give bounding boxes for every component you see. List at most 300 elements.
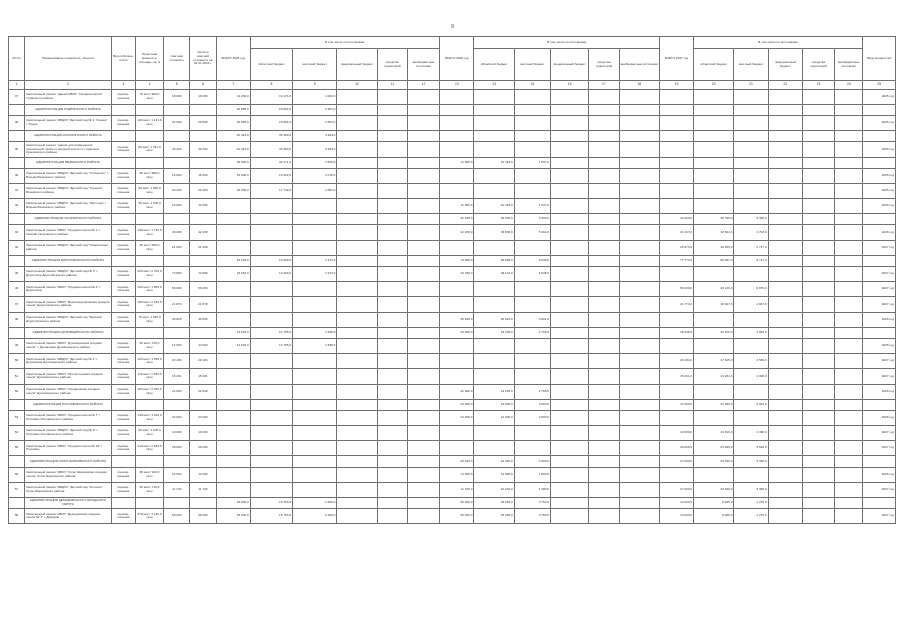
table-cell: 2 847,0 [734, 297, 768, 312]
table-cell [216, 426, 250, 441]
table-row [9, 225, 896, 240]
table-cell [551, 482, 589, 497]
table-cell [337, 312, 377, 327]
empty-cell [111, 214, 135, 225]
table-cell [835, 384, 863, 399]
empty-cell [337, 214, 377, 225]
table-cell: 17 749,0 [250, 183, 292, 198]
table-cell: 23 640,0 [694, 482, 734, 497]
column-number: 7 [216, 81, 250, 89]
table-cell: 11 720 [164, 482, 190, 497]
section-value [293, 399, 337, 410]
section-value: 11 960,0 [440, 157, 474, 168]
empty-cell [768, 255, 802, 266]
empty-cell [337, 399, 377, 410]
object-name: Капитальный ремонт МБОУ "Холм-Жирковская средняя школа" Холм-Жирковского района [25, 467, 112, 482]
table-cell: 21 000 [190, 240, 216, 255]
table-cell: 2025 год [863, 142, 896, 157]
table-cell: 70 мест 960,0 кв.м [135, 89, 163, 104]
table-cell: 2025 год [863, 168, 896, 183]
table-cell: 1 973,0 [293, 267, 337, 282]
empty-cell [135, 157, 163, 168]
table-cell [551, 312, 589, 327]
table-cell [474, 183, 514, 198]
table-cell [768, 168, 802, 183]
table-cell [250, 354, 292, 369]
table-cell: 100 мест 1 141,0 кв.м [135, 115, 163, 130]
table-cell: 42 238,0 [440, 225, 474, 240]
table-cell [250, 297, 292, 312]
sub-header: местный бюджет [514, 49, 550, 81]
section-value: 26 250,0 [474, 498, 514, 509]
table-cell [293, 369, 337, 384]
table-cell [407, 183, 439, 198]
table-cell: 42 238 [190, 225, 216, 240]
table-cell [802, 225, 834, 240]
empty-cell [768, 327, 802, 338]
table-cell [734, 267, 768, 282]
table-cell: 49 [9, 338, 25, 353]
table-cell: 45 [9, 267, 25, 282]
object-name: Капитальный ремонт МБДОУ "Детский сад "Колосок" Холм-Жирковского района [25, 482, 112, 497]
table-cell: 2025 год [863, 89, 896, 104]
table-cell [377, 115, 407, 130]
sub-header: местный бюджет [734, 49, 768, 81]
table-cell [835, 240, 863, 255]
table-cell: 2025 год [863, 115, 896, 130]
table-cell [551, 183, 589, 198]
table-cell: муници-пальная [111, 509, 135, 524]
table-cell: 15 261,0 [659, 369, 693, 384]
table-cell: муници-пальная [111, 482, 135, 497]
table-cell [337, 369, 377, 384]
table-cell [407, 312, 439, 327]
table-cell: 10 174,0 [250, 89, 292, 104]
table-cell: 39 [9, 142, 25, 157]
table-cell: 21 870 [190, 297, 216, 312]
table-cell: 48 [9, 312, 25, 327]
section-row [9, 498, 896, 509]
table-cell [619, 199, 659, 214]
table-cell [440, 89, 474, 104]
table-cell: 20 300 [190, 183, 216, 198]
table-cell: 2025 год [863, 183, 896, 198]
empty-cell [768, 131, 802, 142]
section-value: 10 200,0 [659, 498, 693, 509]
table-cell [694, 467, 734, 482]
table-cell [337, 297, 377, 312]
table-cell [250, 240, 292, 255]
table-cell [440, 115, 474, 130]
table-cell [514, 183, 550, 198]
table-cell [337, 410, 377, 425]
section-value: 32 271,0 [250, 157, 292, 168]
table-cell: 22 000 [164, 115, 190, 130]
table-cell [551, 441, 589, 456]
table-cell: 55 [9, 441, 25, 456]
col-total-2027-header: ВСЕГО 2027 год [659, 37, 693, 81]
empty-cell [135, 399, 163, 410]
table-cell [659, 410, 693, 425]
table-cell [293, 441, 337, 456]
table-cell [551, 297, 589, 312]
table-cell [551, 384, 589, 399]
sub-header: внебюджетные источники [835, 49, 863, 81]
section-value: 15 263,0 [216, 255, 250, 266]
section-row [9, 456, 896, 467]
table-cell: 140 мест 1 610,0 кв.м [135, 410, 163, 425]
column-number: 3 [111, 81, 135, 89]
table-cell: муници-пальная [111, 354, 135, 369]
table-cell [619, 142, 659, 157]
table-cell [337, 115, 377, 130]
table-cell [440, 282, 474, 297]
empty-cell [377, 498, 407, 509]
table-cell [768, 115, 802, 130]
table-cell [659, 312, 693, 327]
page-number: 9 [451, 24, 454, 30]
table-cell [377, 89, 407, 104]
table-cell [768, 509, 802, 524]
table-cell: 14 500,0 [440, 467, 474, 482]
table-cell [407, 115, 439, 130]
table-cell [619, 240, 659, 255]
table-cell [835, 426, 863, 441]
header-row-1 [9, 37, 896, 49]
table-cell: 16 610,0 [694, 426, 734, 441]
table-cell: 41 [9, 183, 25, 198]
table-cell [734, 89, 768, 104]
table-cell [377, 312, 407, 327]
empty-cell [164, 214, 190, 225]
table-cell [768, 354, 802, 369]
table-cell [337, 354, 377, 369]
table-cell: 53 [9, 410, 25, 425]
empty-cell [9, 214, 25, 225]
table-cell [551, 267, 589, 282]
section-value [216, 399, 250, 410]
table-row [9, 467, 896, 482]
table-cell: 90 мест 950,0 кв.м [135, 240, 163, 255]
table-cell [377, 225, 407, 240]
table-cell: 210 мест 2 480,0 кв.м [135, 441, 163, 456]
table-cell [802, 426, 834, 441]
empty-cell [619, 131, 659, 142]
table-cell: 42 [9, 199, 25, 214]
empty-cell [407, 327, 439, 338]
table-cell [768, 240, 802, 255]
object-name: Капитальный ремонт МБДОУ "Детский сад № 3" г. Дорогобуж Дорогобужского района [25, 267, 112, 282]
table-cell: 60 мест 720,0 кв.м [135, 338, 163, 353]
table-cell [835, 89, 863, 104]
section-value [250, 399, 292, 410]
empty-cell [164, 157, 190, 168]
table-cell: 11 236,0 [216, 89, 250, 104]
section-title: АДМИНИСТРАЦИЯ ДУХОВЩИНСКОГО РАЙОНА [25, 327, 112, 338]
table-cell: 44 [9, 240, 25, 255]
table-cell: 165 мест 1 950,0 кв.м [135, 282, 163, 297]
table-cell [514, 282, 550, 297]
table-cell: 15 261 [164, 369, 190, 384]
table-cell [551, 410, 589, 425]
table-cell: 8 925,0 [694, 509, 734, 524]
section-value: 47 000,0 [659, 399, 693, 410]
table-cell [293, 199, 337, 214]
empty-cell [190, 214, 216, 225]
table-cell [659, 89, 693, 104]
table-cell: 38 [9, 115, 25, 130]
table-cell: 11 960,0 [440, 199, 474, 214]
sub-header: областной бюджет [474, 49, 514, 81]
table-cell [216, 384, 250, 399]
empty-cell [9, 131, 25, 142]
table-cell [440, 168, 474, 183]
table-cell: муници-пальная [111, 199, 135, 214]
object-name: Капитальный ремонт здания для размещения дошкольной группы в средней школе пгт. Красный, Краснинского района [25, 142, 112, 157]
object-name: Капитальный ремонт МБОУ "Средняя школа № 1" г. Гагарин Гагаринского района [25, 225, 112, 240]
table-cell: муници-пальная [111, 426, 135, 441]
empty-cell [802, 131, 834, 142]
table-row [9, 267, 896, 282]
object-name: Капитальный ремонт МБДОУ "Детский сад № 1 "Сказка" г. Рудня [25, 115, 112, 130]
table-cell [659, 267, 693, 282]
sources-2025-header: В том числе по источникам: [250, 37, 439, 49]
empty-cell [164, 104, 190, 115]
table-cell: 3 750,0 [514, 509, 550, 524]
empty-cell [863, 157, 896, 168]
table-cell [514, 369, 550, 384]
table-cell [768, 369, 802, 384]
table-cell: 20 895 [190, 115, 216, 130]
table-cell [551, 142, 589, 157]
table-cell [802, 312, 834, 327]
table-cell [589, 225, 619, 240]
table-cell: 19 000,0 [659, 426, 693, 441]
investment-table [8, 36, 896, 524]
table-cell: 2026 год [863, 410, 896, 425]
column-number: 21 [734, 81, 768, 89]
empty-cell [589, 456, 619, 467]
empty-cell [835, 399, 863, 410]
table-cell [619, 338, 659, 353]
table-cell [802, 142, 834, 157]
col-total-2025-header: ВСЕГО 2025 год [216, 37, 250, 81]
table-row [9, 199, 896, 214]
table-cell: 2 551,0 [293, 183, 337, 198]
table-cell: 1 480,0 [514, 482, 550, 497]
table-cell [250, 426, 292, 441]
empty-cell [619, 399, 659, 410]
table-cell: 370 мест 4 210,0 кв.м [135, 509, 163, 524]
section-value: 4 964,0 [293, 131, 337, 142]
table-cell: 1 062,0 [293, 89, 337, 104]
table-row [9, 282, 896, 297]
table-cell [734, 199, 768, 214]
section-value: 5 420,0 [734, 214, 768, 225]
table-cell [474, 115, 514, 130]
table-cell [589, 354, 619, 369]
table-cell [694, 89, 734, 104]
table-cell [551, 338, 589, 353]
column-number: 16 [551, 81, 589, 89]
table-cell [589, 467, 619, 482]
table-cell [659, 384, 693, 399]
table-cell [216, 282, 250, 297]
empty-cell [164, 498, 190, 509]
empty-cell [619, 327, 659, 338]
table-cell: 24 000 [164, 410, 190, 425]
table-cell [619, 482, 659, 497]
empty-cell [835, 104, 863, 115]
empty-cell [835, 327, 863, 338]
table-cell: 3 901,0 [514, 312, 550, 327]
table-row [9, 426, 896, 441]
table-cell [734, 168, 768, 183]
table-cell: 48 280 [164, 225, 190, 240]
section-value: 40 424,0 [216, 131, 250, 142]
table-cell [337, 384, 377, 399]
empty-cell [802, 214, 834, 225]
col-no-header: № п/п [9, 37, 25, 81]
table-cell: 38 142,0 [474, 267, 514, 282]
table-cell [440, 426, 474, 441]
table-cell: 58 200 [190, 509, 216, 524]
empty-cell [135, 456, 163, 467]
sub-header: федеральный бюджет [551, 49, 589, 81]
table-cell [768, 183, 802, 198]
empty-cell [768, 214, 802, 225]
table-cell [768, 441, 802, 456]
table-cell [474, 168, 514, 183]
table-cell [551, 354, 589, 369]
table-cell [250, 441, 292, 456]
table-cell: 28 000 [164, 441, 190, 456]
empty-cell [377, 104, 407, 115]
table-cell [734, 312, 768, 327]
section-value [694, 104, 734, 115]
section-value: 24 000,0 [440, 399, 474, 410]
empty-cell [589, 327, 619, 338]
table-row [9, 410, 896, 425]
table-cell [768, 297, 802, 312]
table-cell [293, 410, 337, 425]
section-value: 30 000,0 [440, 498, 474, 509]
empty-cell [407, 131, 439, 142]
table-cell [440, 297, 474, 312]
table-cell [407, 240, 439, 255]
table-cell [619, 509, 659, 524]
empty-cell [190, 104, 216, 115]
column-number: 14 [474, 81, 514, 89]
table-cell: 14 522,0 [250, 168, 292, 183]
section-value [474, 131, 514, 142]
table-cell [734, 410, 768, 425]
table-cell: 26 924,0 [474, 312, 514, 327]
table-cell: 73 850 [164, 267, 190, 282]
table-row [9, 354, 896, 369]
empty-cell [619, 157, 659, 168]
empty-cell [551, 498, 589, 509]
section-row [9, 104, 896, 115]
table-cell [474, 297, 514, 312]
table-cell [440, 338, 474, 353]
table-cell [835, 199, 863, 214]
table-cell: 24 480,0 [694, 441, 734, 456]
table-cell: 2026 год [863, 312, 896, 327]
sub-header: федеральный бюджет [768, 49, 802, 81]
table-cell: 2027 год [863, 267, 896, 282]
section-value: 8 925,0 [694, 498, 734, 509]
table-cell: 2026 год [863, 225, 896, 240]
section-value: 18 000,0 [216, 498, 250, 509]
table-cell [514, 297, 550, 312]
table-cell: 6 870,0 [734, 282, 768, 297]
empty-cell [135, 327, 163, 338]
empty-cell [377, 255, 407, 266]
table-cell: 2027 год [863, 482, 896, 497]
column-number: 1 [9, 81, 25, 89]
table-cell [802, 467, 834, 482]
table-cell [514, 142, 550, 157]
table-cell [514, 354, 550, 369]
table-cell: 200 мест 2 400,0 кв.м [135, 384, 163, 399]
table-cell [216, 199, 250, 214]
empty-cell [863, 327, 896, 338]
section-value: 23 640,0 [694, 456, 734, 467]
table-cell: 75 мест 1 045,0 кв.м [135, 312, 163, 327]
table-cell: 1 838,0 [293, 338, 337, 353]
empty-cell [619, 498, 659, 509]
table-cell [619, 410, 659, 425]
table-cell [768, 282, 802, 297]
table-row [9, 168, 896, 183]
section-value [514, 131, 550, 142]
object-name: Капитальный ремонт МБДОУ "Детский сад № 9" г. Рославль Рославльского района [25, 426, 112, 441]
table-cell: 2 765,0 [514, 384, 550, 399]
column-number: 11 [377, 81, 407, 89]
table-cell: 30 825 [190, 312, 216, 327]
empty-cell [111, 327, 135, 338]
col-estimate-header: Сметная стоимость [164, 37, 190, 81]
table-cell [694, 338, 734, 353]
table-cell [768, 338, 802, 353]
empty-cell [802, 104, 834, 115]
column-number: 17 [589, 81, 619, 89]
table-cell [768, 199, 802, 214]
table-cell: муници-пальная [111, 338, 135, 353]
table-cell: 20 184 [190, 354, 216, 369]
sub-header: средства территорий [589, 49, 619, 81]
section-value: 19 235,0 [474, 327, 514, 338]
section-value: 1 275,0 [734, 498, 768, 509]
empty-cell [407, 498, 439, 509]
table-cell [835, 267, 863, 282]
empty-cell [190, 327, 216, 338]
section-row [9, 399, 896, 410]
section-value [293, 456, 337, 467]
empty-cell [589, 255, 619, 266]
sub-header: внебюджетные источники [619, 49, 659, 81]
empty-cell [337, 255, 377, 266]
table-row [9, 338, 896, 353]
empty-cell [337, 327, 377, 338]
table-cell: 5 402,0 [514, 225, 550, 240]
section-row [9, 255, 896, 266]
table-cell [694, 183, 734, 198]
table-cell [514, 441, 550, 456]
empty-cell [9, 157, 25, 168]
section-value: 4 629,0 [293, 157, 337, 168]
